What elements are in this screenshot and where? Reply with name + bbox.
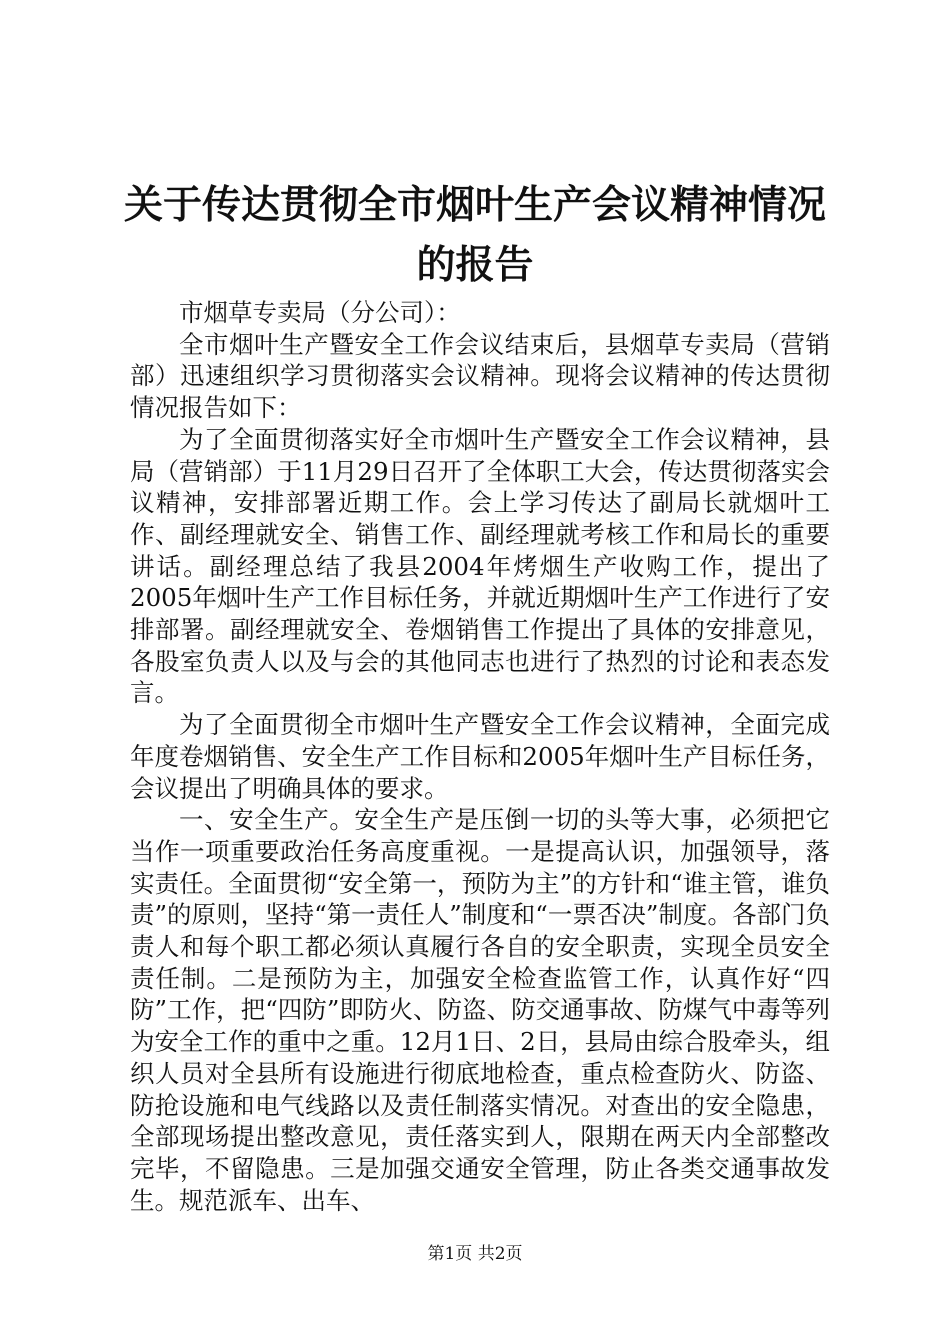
page-footer: 第1页 共2页 bbox=[427, 1244, 523, 1264]
paragraph-meeting: 为了全面贯彻落实好全市烟叶生产暨安全工作会议精神，县局（营销部）于11月29日召开了全体职工大会，传达贯彻落实会议精神，安排部署近期工作。会上学习传达了副局长就烟叶工作、副经理就安全、销售工作、副经理就考核工作和局长的重要讲话。副经理总结了我县2004年烤烟生产收购工作，提出了2005年烟叶生产工作目标任务，并就近期烟叶生产工作进行了安排部署。副经理就安全、卷烟销售工作提出了具体的安排意见，各股室负责人以及与会的其他同志也进行了热烈的讨论和表态发言。 bbox=[130, 424, 830, 708]
paragraph-safety: 一、安全生产。安全生产是压倒一切的头等大事，必须把它当作一项重要政治任务高度重视。一是提高认识，加强领导，落实责任。全面贯彻“安全第一，预防为主”的方针和“谁主管，谁负责”的原则，坚持“第一责任人”制度和“一票否决”制度。各部门负责人和每个职工都必须认真履行各自的安全职责，实现全员安全责任制。二是预防为主，加强安全检查监管工作，认真作好“四防”工作，把“四防”即防火、防盗、防交通事故、防煤气中毒等列为安全工作的重中之重。12月1日、2日，县局由综合股牵头，组织人员对全县所有设施进行彻底地检查，重点检查防火、防盗、防抢设施和电气线路以及责任制落实情况。对查出的安全隐患，全部现场提出整改意见，责任落实到人，限期在两天内全部整改完毕，不留隐患。三是加强交通安全管理，防止各类交通事故发生。规范派车、出车、 bbox=[130, 805, 830, 1215]
paragraph-requirements: 为了全面贯彻全市烟叶生产暨安全工作会议精神，全面完成年度卷烟销售、安全生产工作目标和2005年烟叶生产目标任务，会议提出了明确具体的要求。 bbox=[130, 710, 830, 803]
paragraph-intro: 全市烟叶生产暨安全工作会议结束后，县烟草专卖局（营销部）迅速组织学习贯彻落实会议精神。现将会议精神的传达贯彻情况报告如下： bbox=[130, 329, 830, 423]
salutation: 市烟草专卖局（分公司）： bbox=[179, 298, 461, 327]
document-title: 关于传达贯彻全市烟叶生产会议精神情况的报告 bbox=[123, 183, 826, 288]
document-body bbox=[130, 297, 830, 1216]
